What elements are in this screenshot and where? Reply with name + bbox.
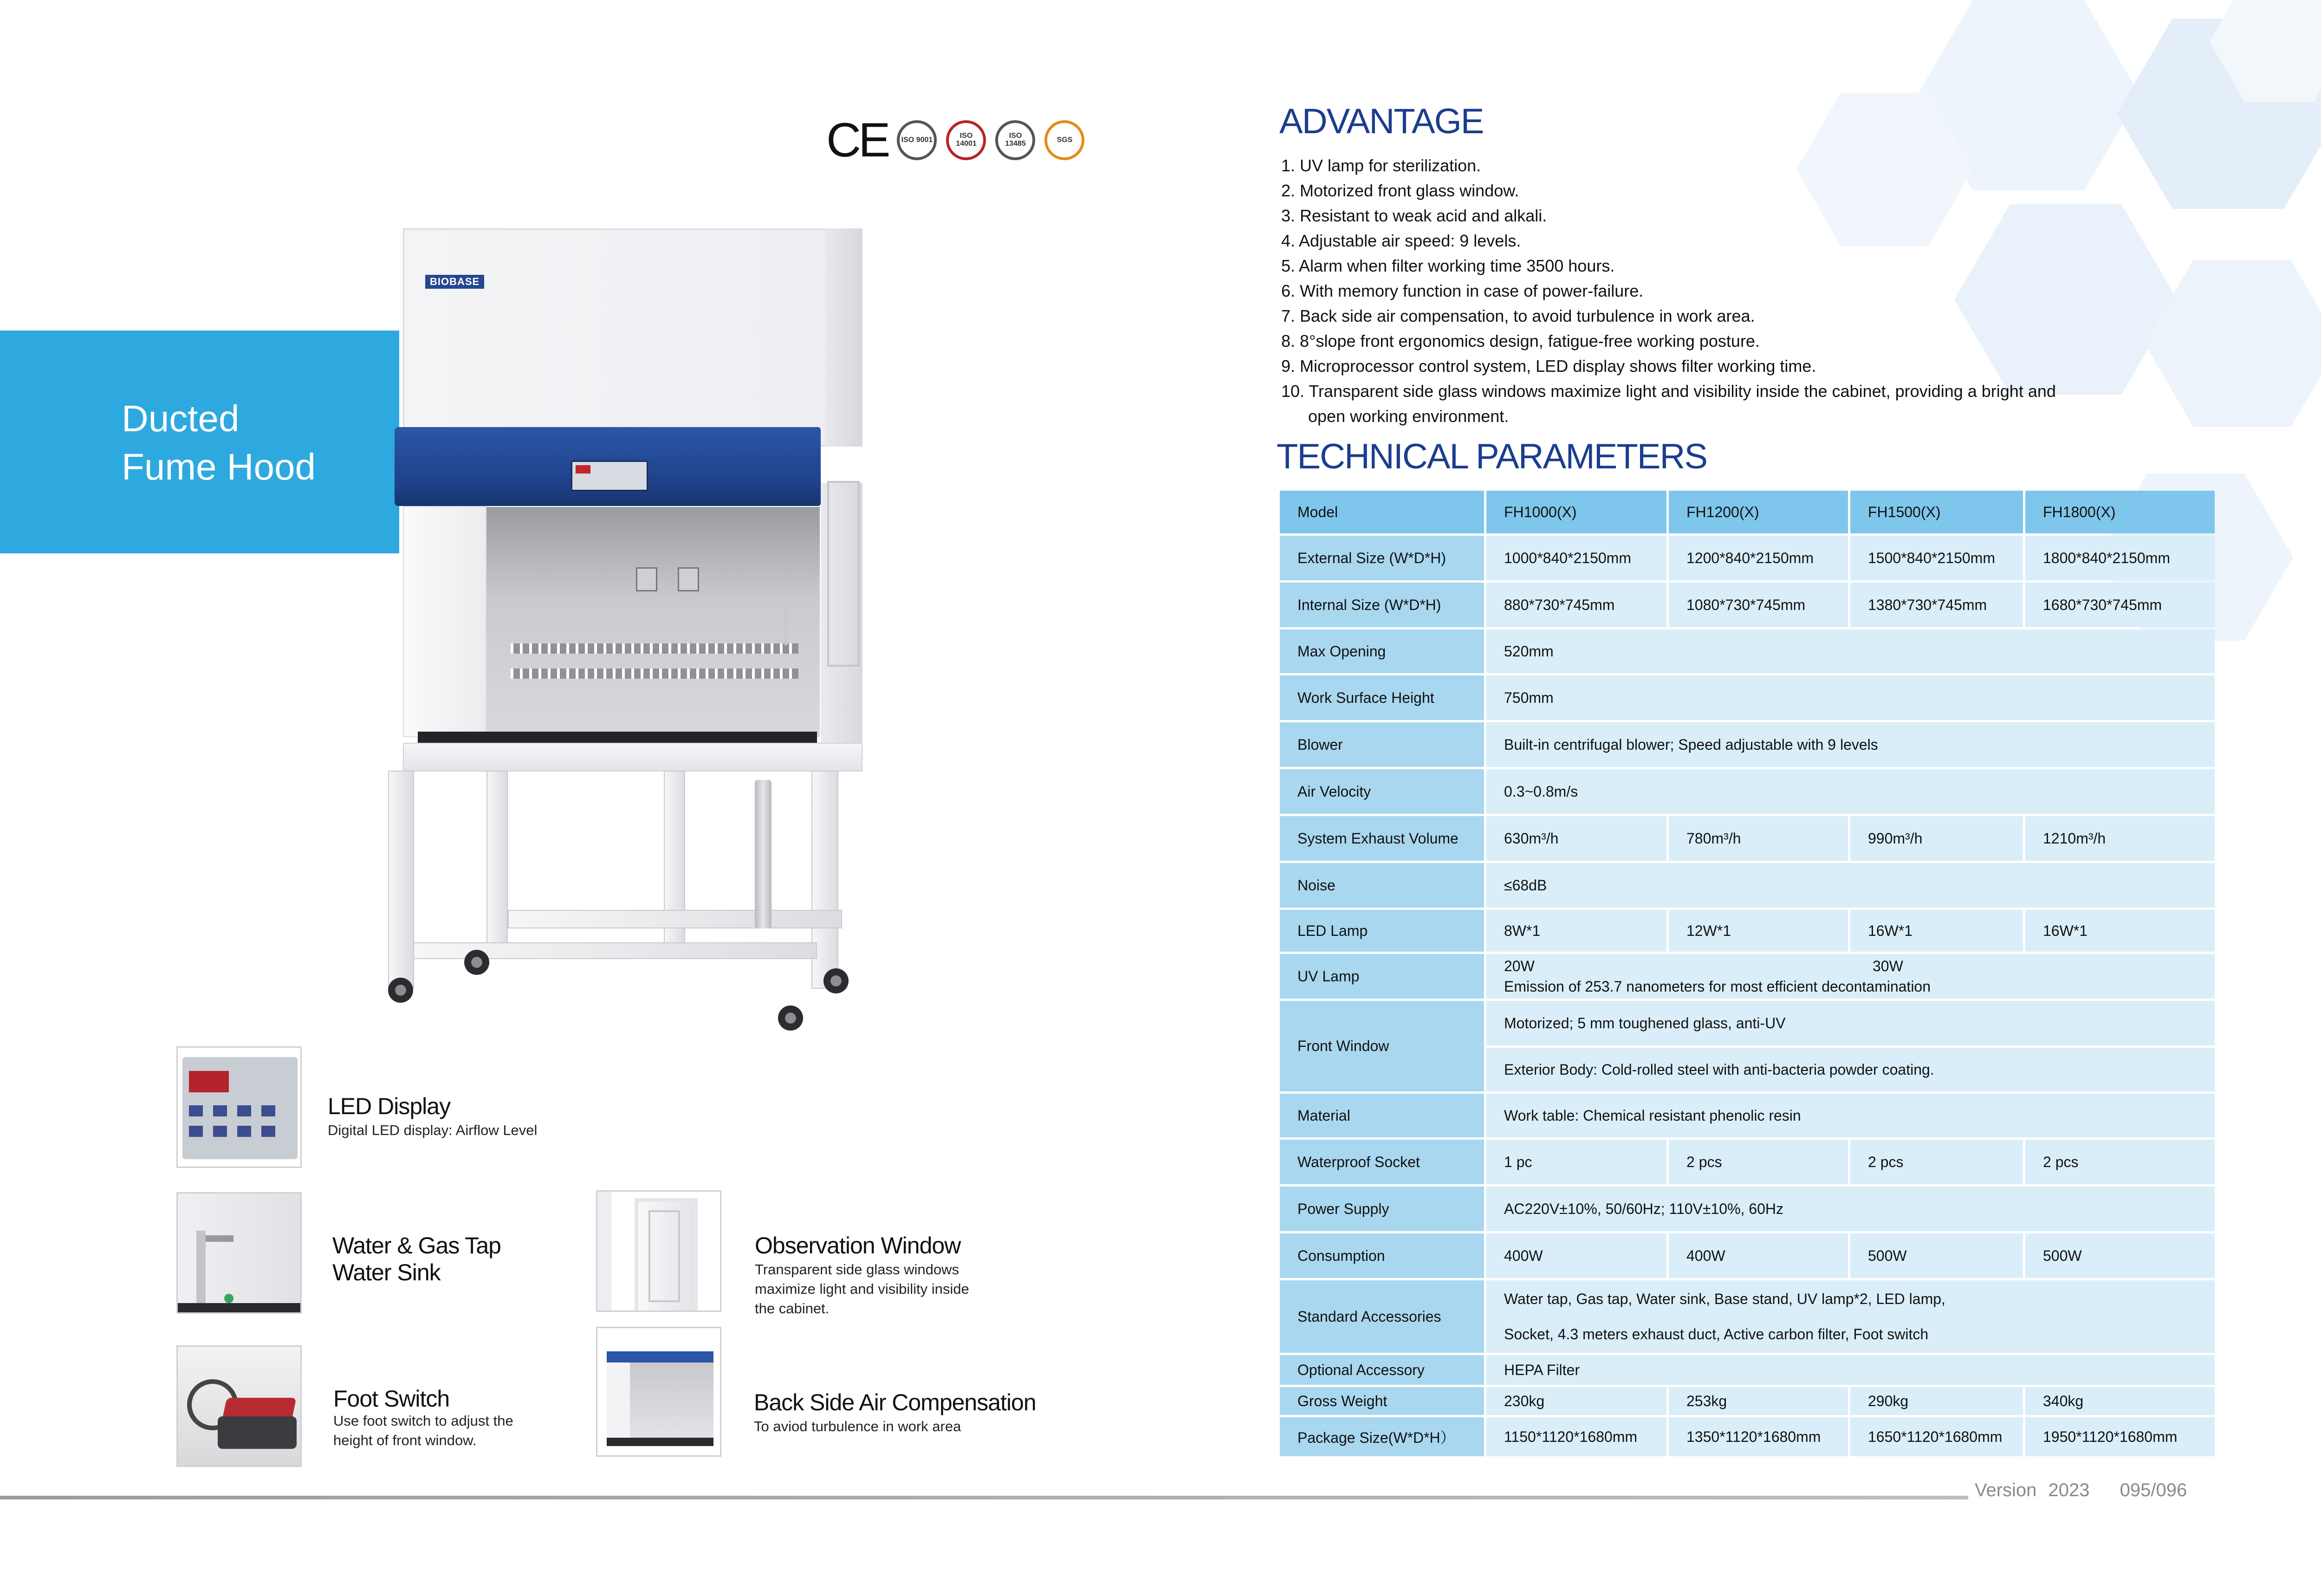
row-label: Optional Accessory — [1280, 1355, 1484, 1385]
row-label: Noise — [1280, 863, 1484, 908]
uv-lamp-small: 20W — [1504, 958, 1535, 974]
table-cell — [1486, 1280, 2215, 1353]
table-cell: 16W*1 — [2025, 910, 2215, 952]
caster-wheel — [388, 978, 413, 1003]
table-row — [1280, 629, 2215, 673]
advantage-item: 6. With memory function in case of power-failure. — [1281, 281, 1644, 300]
footer-page-numbers: 095/096 — [2120, 1480, 2187, 1500]
cabinet-brand-label: BIOBASE — [425, 275, 484, 289]
cabinet-side-window — [827, 481, 860, 667]
iso-14001-seal: ISO 14001 — [946, 120, 986, 160]
advantage-item: 7. Back side air compensation, to avoid turbulence in work area. — [1281, 306, 1755, 325]
iso-13485-seal: ISO 13485 — [995, 120, 1035, 160]
table-cell: 12W*1 — [1669, 910, 1848, 952]
table-cell: 780m³/h — [1669, 816, 1848, 861]
advantage-item: 5. Alarm when filter working time 3500 hours. — [1281, 256, 1615, 275]
feature-title-foot-switch: Foot Switch — [333, 1386, 450, 1412]
cabinet-left-wall — [403, 506, 486, 737]
row-label: Consumption — [1280, 1233, 1484, 1278]
certification-marks — [826, 113, 1084, 167]
row-label: Model — [1280, 491, 1484, 533]
table-cell: 1950*1120*1680mm — [2025, 1417, 2215, 1456]
table-cell: 1680*730*745mm — [2025, 583, 2215, 627]
table-cell: 1800*840*2150mm — [2025, 536, 2215, 580]
feature-title-water-gas-tap: Water & Gas Tap Water Sink — [332, 1233, 501, 1285]
table-row — [1280, 1094, 2215, 1137]
table-row — [1280, 1280, 2215, 1353]
advantage-list — [1281, 153, 2056, 429]
feature-title-observation-window: Observation Window — [755, 1233, 961, 1259]
table-cell: 1000*840*2150mm — [1486, 536, 1666, 580]
standard-accessories-line: Socket, 4.3 meters exhaust duct, Active carbon filter, Foot switch — [1504, 1326, 1929, 1343]
table-cell: 1500*840*2150mm — [1850, 536, 2023, 580]
advantage-item: 2. Motorized front glass window. — [1281, 181, 1519, 200]
table-row — [1280, 1233, 2215, 1278]
table-row — [1280, 1387, 2215, 1415]
table-cell: Built-in centrifugal blower; Speed adjustable with 9 levels — [1486, 722, 2215, 767]
table-row — [1280, 1417, 2215, 1456]
row-label: Waterproof Socket — [1280, 1140, 1484, 1184]
table-row — [1280, 863, 2215, 908]
uv-lamp-large: 30W — [1873, 958, 1903, 974]
feature-desc-back-air-compensation: To aviod turbulence in work area — [754, 1418, 961, 1434]
row-label: Power Supply — [1280, 1187, 1484, 1231]
table-cell: 520mm — [1486, 629, 2215, 673]
led-display-thumbnail — [176, 1046, 302, 1168]
iso-9001-seal: ISO 9001 — [897, 120, 937, 160]
table-cell: FH1000(X) — [1486, 491, 1666, 533]
table-row — [1280, 583, 2215, 627]
advantage-item: 9. Microprocessor control system, LED display shows filter working time. — [1281, 357, 1816, 376]
advantage-item: 8. 8°slope front ergonomics design, fatigue-free working posture. — [1281, 331, 1760, 350]
table-cell: 340kg — [2025, 1387, 2215, 1415]
advantage-item: 1. UV lamp for sterilization. — [1281, 156, 1481, 175]
cabinet-base-frame — [403, 743, 862, 772]
table-row — [1280, 816, 2215, 861]
table-cell: 1200*840*2150mm — [1669, 536, 1848, 580]
table-cell: 290kg — [1850, 1387, 2023, 1415]
stand-leg — [388, 771, 414, 989]
table-row — [1280, 1355, 2215, 1385]
table-cell: 990m³/h — [1850, 816, 2023, 861]
table-cell: 1350*1120*1680mm — [1669, 1417, 1848, 1456]
table-cell: 1380*730*745mm — [1850, 583, 2023, 627]
cabinet-air-slots — [511, 668, 798, 679]
table-cell: FH1500(X) — [1850, 491, 2023, 533]
cabinet-led-readout — [576, 465, 590, 474]
row-label: System Exhaust Volume — [1280, 816, 1484, 861]
table-row — [1280, 722, 2215, 767]
water-tap-icon — [757, 601, 787, 645]
table-cell: HEPA Filter — [1486, 1355, 2215, 1385]
row-label: Gross Weight — [1280, 1387, 1484, 1415]
row-label: Max Opening — [1280, 629, 1484, 673]
row-label: LED Lamp — [1280, 910, 1484, 952]
table-row — [1280, 491, 2215, 533]
ce-mark: CE — [826, 113, 888, 167]
uv-lamp-note: Emission of 253.7 nanometers for most efficient decontamination — [1504, 978, 1931, 995]
table-row — [1280, 769, 2215, 814]
caster-wheel — [464, 950, 489, 975]
table-cell: Work table: Chemical resistant phenolic resin — [1486, 1094, 2215, 1137]
socket-icon — [636, 567, 657, 591]
cabinet-air-slots — [511, 643, 798, 654]
table-row — [1280, 910, 2215, 952]
row-label: Internal Size (W*D*H) — [1280, 583, 1484, 627]
cabinet-work-surface — [418, 732, 817, 744]
table-row — [1280, 954, 2215, 999]
advantage-item-continuation: open working environment. — [1308, 407, 1509, 426]
table-cell: 500W — [2025, 1233, 2215, 1278]
row-label: Air Velocity — [1280, 769, 1484, 814]
table-cell: 253kg — [1669, 1387, 1848, 1415]
table-cell: AC220V±10%, 50/60Hz; 110V±10%, 60Hz — [1486, 1187, 2215, 1231]
table-cell — [1486, 954, 2215, 999]
table-cell: 1150*1120*1680mm — [1486, 1417, 1666, 1456]
table-row — [1280, 1140, 2215, 1184]
water-gas-tap-thumbnail — [176, 1192, 302, 1314]
drain-pipe — [755, 780, 772, 928]
table-row — [1280, 1187, 2215, 1231]
foot-switch-thumbnail — [176, 1345, 302, 1467]
table-cell: 400W — [1669, 1233, 1848, 1278]
caster-wheel — [823, 968, 849, 993]
caster-wheel — [778, 1006, 803, 1031]
table-cell: 0.3~0.8m/s — [1486, 769, 2215, 814]
feature-title-back-air-compensation: Back Side Air Compensation — [754, 1389, 1036, 1415]
table-cell: 1080*730*745mm — [1669, 583, 1848, 627]
footer-divider — [0, 1496, 1968, 1499]
advantage-item: 4. Adjustable air speed: 9 levels. — [1281, 231, 1521, 250]
feature-desc-foot-switch: Use foot switch to adjust the height of front window. — [333, 1413, 513, 1448]
table-cell: 8W*1 — [1486, 910, 1666, 952]
table-cell: ≤68dB — [1486, 863, 2215, 908]
socket-icon — [678, 567, 699, 591]
row-label: Material — [1280, 1094, 1484, 1137]
feature-desc-led-display: Digital LED display: Airflow Level — [328, 1122, 538, 1138]
row-label: UV Lamp — [1280, 954, 1484, 999]
back-air-compensation-thumbnail — [596, 1327, 721, 1457]
footer-version: Version 2023 — [1975, 1480, 2090, 1500]
table-cell: Exterior Body: Cold-rolled steel with anti-bacteria powder coating. — [1486, 1048, 2215, 1091]
table-cell: 1 pc — [1486, 1140, 1666, 1184]
stand-crossbar — [508, 910, 842, 928]
row-label: Standard Accessories — [1280, 1280, 1484, 1353]
technical-parameters-table — [1277, 488, 2217, 1459]
table-cell: FH1800(X) — [2025, 491, 2215, 533]
table-cell: 630m³/h — [1486, 816, 1666, 861]
advantage-item: 10. Transparent side glass windows maximize light and visibility inside the cabinet, providing a bright and — [1281, 382, 2056, 401]
table-cell: 1650*1120*1680mm — [1850, 1417, 2023, 1456]
advantage-heading: ADVANTAGE — [1279, 102, 1484, 141]
table-cell: Motorized; 5 mm toughened glass, anti-UV — [1486, 1001, 2215, 1045]
table-cell: 400W — [1486, 1233, 1666, 1278]
table-cell: 2 pcs — [1669, 1140, 1848, 1184]
table-cell: FH1200(X) — [1669, 491, 1848, 533]
standard-accessories-line: Water tap, Gas tap, Water sink, Base stand, UV lamp*2, LED lamp, — [1504, 1291, 1945, 1307]
table-row — [1280, 536, 2215, 580]
row-label: External Size (W*D*H) — [1280, 536, 1484, 580]
row-label: Work Surface Height — [1280, 675, 1484, 720]
table-cell: 880*730*745mm — [1486, 583, 1666, 627]
row-label: Package Size(W*D*H） — [1280, 1417, 1484, 1456]
table-cell: 750mm — [1486, 675, 2215, 720]
feature-desc-observation-window: Transparent side glass windows maximize light and visibility inside the cabinet. — [755, 1261, 969, 1317]
table-row — [1280, 675, 2215, 720]
table-cell: 1210m³/h — [2025, 816, 2215, 861]
table-cell: 500W — [1850, 1233, 2023, 1278]
technical-parameters-heading: TECHNICAL PARAMETERS — [1277, 437, 1707, 476]
table-cell: 2 pcs — [2025, 1140, 2215, 1184]
row-label: Blower — [1280, 722, 1484, 767]
footer — [1975, 1480, 2187, 1501]
stand-leg — [486, 771, 508, 947]
table-cell: 230kg — [1486, 1387, 1666, 1415]
sgs-seal: SGS — [1044, 120, 1084, 160]
product-title: Ducted Fume Hood — [122, 398, 316, 487]
feature-title-led-display: LED Display — [328, 1093, 451, 1119]
cabinet-top — [403, 228, 862, 447]
background-hexagon — [2145, 260, 2321, 427]
observation-window-thumbnail — [596, 1190, 721, 1312]
cabinet-top-side — [825, 228, 862, 447]
row-label: Front Window — [1280, 1001, 1484, 1091]
advantage-item: 3. Resistant to weak acid and alkali. — [1281, 206, 1547, 225]
table-row — [1280, 1001, 2215, 1045]
table-cell: 2 pcs — [1850, 1140, 2023, 1184]
table-cell: 16W*1 — [1850, 910, 2023, 952]
